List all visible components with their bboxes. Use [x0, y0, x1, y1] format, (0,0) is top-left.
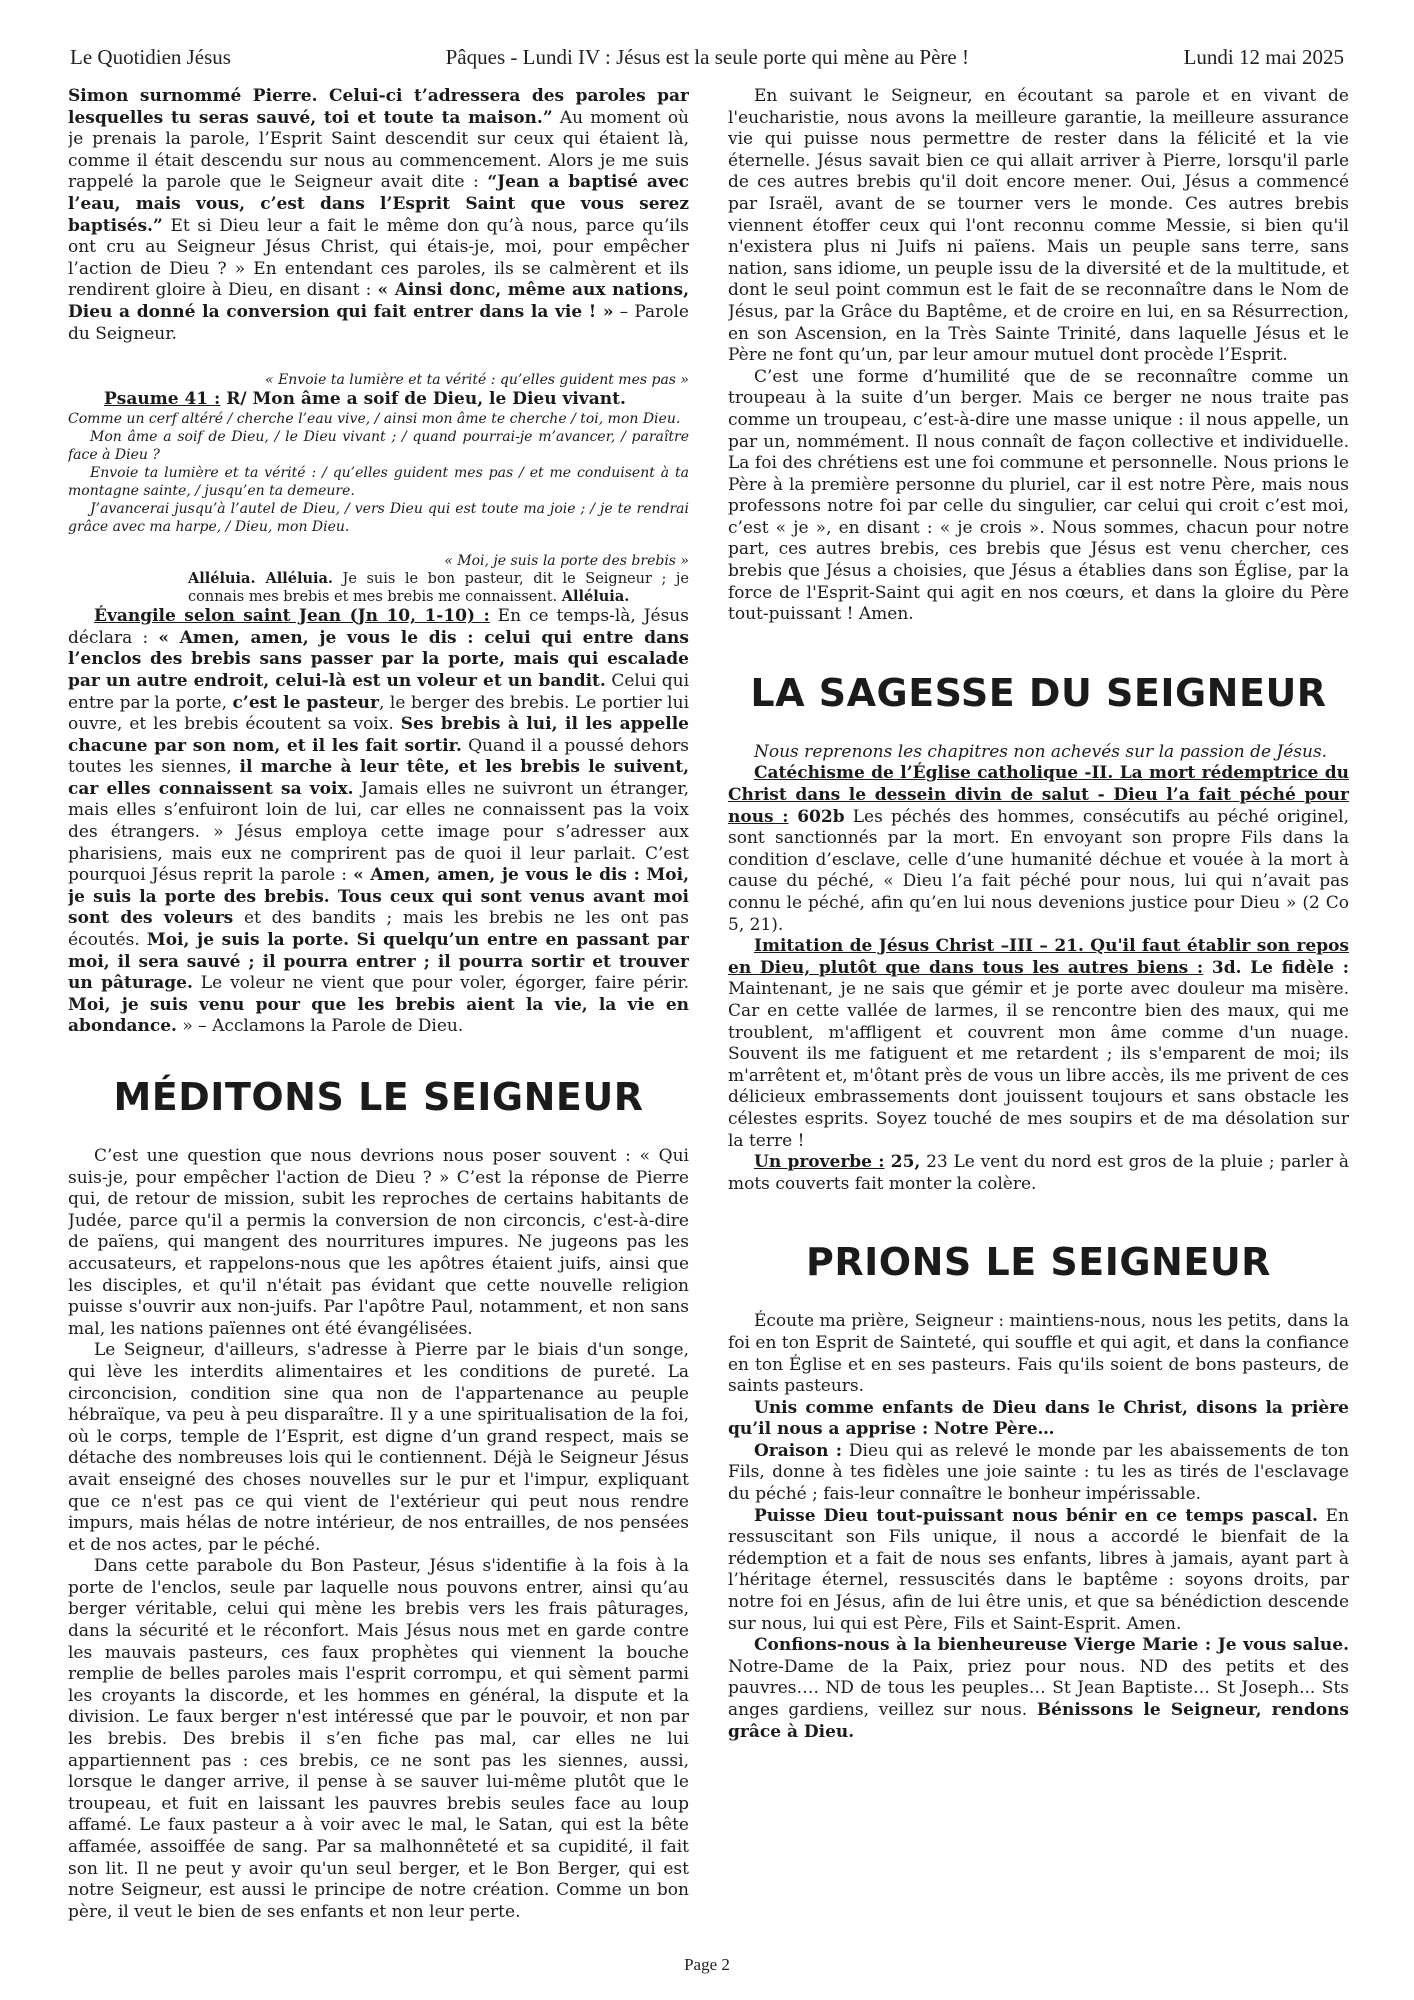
alleluia-refrain: « Moi, je suis la porte des brebis » [444, 553, 689, 570]
first-reading-continued [68, 86, 689, 345]
publication-name: Le Quotidien Jésus [70, 44, 231, 69]
catechism-text: Les péchés des hommes, consécutifs au péché originel, sont sanctionnés par la mort. En envoyant son propre Fils dans la condition d’esclave, celle d’une humanité déchue et vouée à la mort à cause du péché, « Dieu l’a fait péché pour nous, lui qui n’avait pas connu le péché, afin qu’en lui nous devenions justice pour Dieu » (2 Co 5, 21). [728, 806, 1349, 935]
alleluia-text: Je suis le bon pasteur, dit le Seigneur ; je connais mes brebis et mes brebis me connaissent. [188, 571, 689, 606]
catechism-number: 602b [788, 806, 845, 827]
gospel-span: et des bandits ; mais les brebis ne les ont pas écoutés. [68, 908, 689, 951]
page-number: Page 2 [684, 1955, 730, 1974]
prayer-bold: Confions-nous à la bienheureuse Vierge Marie : Je vous salue. [754, 1635, 1349, 1656]
psalm-refrain: « Envoie ta lumière et ta vérité : qu’elles guident mes pas » [265, 372, 689, 389]
prayer-paragraph: Écoute ma prière, Seigneur : maintiens-nous, nous les petits, dans la foi en ton Esprit de Sainteté, qui souffle et qui agit, et dans la confiance en ton Église et en ses pasteurs. Fais qu'ils soient de bons pasteurs, de saints pasteurs. [728, 1311, 1349, 1397]
gospel-span: c’est le pasteur [232, 692, 379, 713]
right-column [728, 86, 1349, 1924]
reading-quote: Simon surnommé Pierre. Celui-ci t’adressera des paroles par lesquelles tu seras sauvé, toi et toute ta maison.” [68, 86, 689, 128]
meditation-paragraph: Le Seigneur, d'ailleurs, s'adresse à Pierre par le biais d'un songe, qui lève les interdits alimentaires et les conditions de pureté. La circoncision, condition sine qua non de l'appartenance au peuple hébraïque, va peu à peu disparaître. Il y a une spiritualisation de la foi, où le corps, temple de l’Esprit, est digne d’un grand respect, mais se détache des nombreuses lois qui le contiennent. Déjà le Seigneur Jésus avait enseigné des choses nouvelles sur le pur et l'impur, expliquant que ce n'est pas ce qui vient de l'extérieur qui peut nous rendre impurs, mais hélas de notre intérieur, de nos entrailles, de nos pensées et de nos actes, par le péché. [68, 1340, 689, 1555]
imitation-paragraph [728, 936, 1349, 1152]
gospel-span: « Amen, amen, je vous le dis : celui qui entre dans l’enclos des brebis sans passer par la porte, mais qui escalade par un autre endroit, celui-là est un voleur et un bandit. [68, 627, 689, 691]
gospel-span: Moi, je suis la porte. Si quelqu’un entre en passant par moi, il sera sauvé ; il pourra entrer ; il pourra sortir et trouver un pâturage. [68, 930, 689, 994]
imitation-text: Maintenant, je ne sais que gémir et je porte avec douleur ma misère. Car en cette vallée de larmes, il se rencontre bien des maux, qui me troublent, m'affligent et couvrent mon âme comme d'un nuage. Souvent ils me fatiguent et me retardent ; ils s'emparent de moi; ils m'arrêtent et, m'ôtant près de vous un libre accès, ils me privent de ces délicieux embrassements dont jouissent toujours et sans obstacle les célestes esprits. Soyez touché de mes soupirs et de ma désolation sur la terre ! [728, 979, 1349, 1151]
prayer-paragraph [728, 1506, 1349, 1636]
publication-date: Lundi 12 mai 2025 [1183, 44, 1344, 69]
proverb-text: 23 Le vent du nord est gros de la pluie ; parler à mots couverts fait monter la colère. [728, 1152, 1349, 1194]
psalm-verse: J’avancerai jusqu’à l’autel de Dieu, / vers Dieu qui est toute ma joie ; / je te rendrai grâce avec ma harpe, / Dieu, mon Dieu. [68, 501, 689, 536]
proverb-number: 25, [884, 1152, 921, 1173]
gospel-span: » – Acclamons la Parole de Dieu. [176, 1016, 464, 1037]
sagesse-intro: Nous reprenons les chapitres non achevés sur la passion de Jésus. [754, 741, 1328, 762]
gospel-span: Jamais elles ne suivront un étranger, mais elles s’enfuiront loin de lui, car elles ne connaissent pas la voix des étrangers. » Jésus employa cette image pour s’adresser aux pharisiens, mais eux ne comprirent pas de quoi il leur parlait. C’est pourquoi Jésus reprit la parole : [68, 778, 689, 886]
psalm-verse: Comme un cerf altéré / cherche l’eau vive, / ainsi mon âme te cherche / toi, mon Dieu. [68, 411, 681, 428]
prayer-paragraph [728, 1635, 1349, 1743]
proverb-title: Un proverbe : [754, 1152, 885, 1173]
prayer-paragraph: Unis comme enfants de Dieu dans le Christ, disons la prière qu’il nous a apprise : Notre Père… [728, 1397, 1349, 1440]
prayer-bold: Oraison : [754, 1440, 843, 1461]
psalm-label: Psaume 41 : [104, 389, 221, 410]
catechism-title: Catéchisme de l’Église catholique -II. La mort rédemptrice du Christ dans le dessein divin de salut - Dieu l’a fait péché pour nous : [728, 763, 1349, 827]
meditation-paragraph: Dans cette parabole du Bon Pasteur, Jésus s'identifie à la fois à la porte de l'enclos, seule par laquelle nous pouvons entrer, ainsi qu’au berger véritable, celui qui mène les brebis vers les frais pâturages, dans la sécurité et le réconfort. Mais Jésus nous met en garde contre les mauvais pasteurs, ces faux prophètes qui viennent la bouche remplie de belles paroles mais l'esprit corrompu, et qui sèment parmi les croyants la discorde, et les hommes en général, la dispute et la division. Le faux berger n'est intéressé que par le pouvoir, et non par les brebis. Des brebis il s’en fiche pas mal, car elles ne lui appartiennent pas : ces brebis, ce ne sont pas les siennes, aussi, lorsque le danger arrive, il pense à se sauver lui-même plutôt que le troupeau, et fuit en laissant les pauvres brebis seules face au loup affamé. Le faux pasteur a à voir avec le mal, le Satan, qui est la bête affamée, assoiffée de sang. Par sa malhonnêteté et sa cupidité, il fait son lit. Il ne peut y avoir qu'un seul berger, et le Bon Berger, qui est notre Seigneur, est aussi le principe de notre création. Comme un bon père, il veut le bien de ses enfants et non leur perte. [68, 1556, 689, 1922]
reading-quote: “Jean a baptisé avec l’eau, mais vous, c’est dans l’Esprit Saint que vous serez baptisés.” [68, 172, 689, 236]
psalm-response: R/ Mon âme a soif de Dieu, le Dieu vivant. [220, 389, 626, 410]
prayer-bold: Bénissons le Seigneur, rendons grâce à Dieu. [728, 1700, 1349, 1742]
imitation-title: Imitation de Jésus Christ –III – 21. Qu'il faut établir son repos en Dieu, plutôt que dans tous les autres biens : [728, 936, 1349, 978]
page-subtitle: Pâques - Lundi IV : Jésus est la seule porte qui mène au Père ! [445, 44, 969, 69]
page-header [70, 40, 1344, 74]
alleluia-bold: Alléluia. [561, 588, 630, 606]
reading-text: Et si Dieu leur a fait le même don qu’à nous, parce qu’ils ont cru au Seigneur Jésus Christ, qui étais-je, moi, pour empêcher l’action de Dieu ? » En entendant ces paroles, ils se calmèrent et ils rendirent gloire à Dieu, en disant : [68, 215, 689, 301]
alleluia-bold: Alléluia. Alléluia. [188, 570, 333, 588]
gospel-span: il marche à leur tête, et les brebis le suivent, car elles connaissent sa voix. [68, 757, 689, 799]
reading-text: Au moment où je prenais la parole, l’Esprit Saint descendit sur ceux qui étaient là, comme il était descendu sur nous au commencement. Alors je me suis rappelé la parole que le Seigneur avait dite : [68, 107, 689, 193]
left-column [68, 86, 689, 1924]
gospel-span: En ce temps-là, Jésus déclara : [68, 606, 689, 648]
alleluia-verse [188, 570, 689, 606]
gospel-title: Évangile selon saint Jean (Jn 10, 1-10) : [94, 606, 490, 627]
prayer-text: Notre-Dame de la Paix, priez pour nous. ND des petits et des pauvres…. ND de tous les peuples… St Jean Baptiste… St Joseph... Sts anges gardiens, veillez sur nous. [728, 1656, 1349, 1720]
gospel-span: Quand il a poussé dehors toutes les siennes, [68, 735, 689, 778]
prions-heading: PRIONS LE SEIGNEUR [806, 1240, 1271, 1285]
psalm-title [104, 389, 689, 410]
gospel-span: Ses brebis à lui, il les appelle chacune par son nom, et il les fait sortir. [68, 714, 689, 756]
meditons-heading: MÉDITONS LE SEIGNEUR [113, 1075, 644, 1119]
imitation-number: 3d. Le fidèle : [1203, 957, 1349, 978]
proverb-paragraph [728, 1152, 1349, 1195]
gospel-span: , le berger des brebis. Le portier lui ouvre, et les brebis écoutent sa voix. [68, 692, 689, 735]
gospel-span: « Amen, amen, je vous le dis : Moi, je suis la porte des brebis. Tous ceux qui sont venus avant moi sont des voleurs [68, 865, 689, 929]
prayer-text: Dieu qui as relevé le monde par les abaissements de ton Fils, donne à tes fidèles une joie sainte : tu les as tirés de l'esclavage du péché ; fais-leur connaître le bonheur impérissable. [728, 1440, 1349, 1505]
gospel-span: Le voleur ne vient que pour voler, égorger, faire périr. [192, 973, 689, 994]
gospel-text [68, 606, 689, 1038]
reading-quote: « Ainsi donc, même aux nations, Dieu a donné la conversion qui fait entrer dans la vie ! » [68, 280, 689, 322]
prayer-text: En ressuscitant son Fils unique, il nous a accordé le bienfait de la rédemption et a fait de nous ses enfants, libres à jamais, ayant part à l’héritage éternel, ressuscités dans le baptême : soyons droits, par notre foi en Jésus, afin de lui être unis, et que sa bénédiction descende sur nous, lui qui est Père, Fils et Saint-Esprit. Amen. [728, 1505, 1349, 1634]
prayer-bold: Puisse Dieu tout-puissant nous bénir en ce temps pascal. [754, 1505, 1318, 1526]
psalm-verse: Envoie ta lumière et ta vérité : / qu’elles guident mes pas / et me conduisent à ta montagne sainte, / jusqu’en ta demeure. [68, 465, 689, 500]
meditation-paragraph: En suivant le Seigneur, en écoutant sa parole et en vivant de l'eucharistie, nous avons la meilleure garantie, la meilleure assurance vie qui puisse nous permettre de rester dans la félicité et la vie éternelle. Jésus savait bien ce qui allait arriver à Pierre, lorsqu'il parle de ces autres brebis qu'il doit encore mener. Oui, Jésus a commencé par Israël, avant de se tourner vers le monde. Ces autres brebis viennent étoffer ceux qui l'ont reconnu comme Messie, si bien qu'il n'existera plus ni Juifs ni païens. Mais un peuple sans terre, sans nation, sans idiome, un peuple issu de la diversité et de la multitude, et dont le seul point commun est le fait de se reconnaître dans le Nom de Jésus, par la Grâce du Baptême, et de croire en lui, en sa Résurrection, en son Ascension, en la Très Sainte Trinité, dans laquelle Jésus et le Père ne font qu’un, par leur amour mutuel dont procède l’Esprit. [728, 86, 1349, 366]
psalm-verse: Mon âme a soif de Dieu, / le Dieu vivant ; / quand pourrai-je m’avancer, / paraître face à Dieu ? [68, 429, 689, 464]
catechism-paragraph [728, 763, 1349, 936]
reading-text: – Parole du Seigneur. [68, 301, 689, 344]
prayer-paragraph [728, 1441, 1349, 1506]
meditation-paragraph: C’est une forme d’humilité que de se reconnaître comme un troupeau à la suite d’un berger. Mais ce berger ne nous traite pas comme un troupeau, c’est-à-dire une masse unique : il nous appelle, un par un, nommément. Il nous connaît de façon collective et individuelle. La foi des chrétiens est une foi commune et personnelle. Nous prions le Père à la première personne du pluriel, car il est notre Père, mais nous professons notre foi par celle du singulier, car celui qui croit c’est moi, c’est « je », en disant : « je crois ». Nous sommes, chacun pour notre part, ces autres brebis, ces brebis que Jésus est venu chercher, ces brebis que Jésus a choisies, que Jésus a établies dans son Église, par la force de l'Esprit-Saint qui agit en nos cœurs, et dans la gloire du Père tout-puissant ! Amen. [728, 366, 1349, 625]
gospel-span: Moi, je suis venu pour que les brebis aient la vie, la vie en abondance. [68, 994, 689, 1037]
sagesse-heading: LA SAGESSE DU SEIGNEUR [750, 670, 1327, 715]
meditation-paragraph: C’est une question que nous devrions nous poser souvent : « Qui suis-je, pour empêcher l'action de Dieu ? » C’est la réponse de Pierre qui, de retour de mission, subit les reproches de certains habitants de Judée, parce qu'il a permis la conversion de non circoncis, c'est-à-dire de païens, qui mangent des nourritures impures. Ne jugeons pas les accusateurs, et rappelons-nous que les apôtres étaient juifs, ainsi que les disciples, et qu'il n'était pas évidant que cette nouvelle religion puisse s'ouvrir aux non-juifs. Par l'apôtre Paul, notamment, et non sans mal, les nations païennes ont été évangélisées. [68, 1146, 689, 1339]
gospel-span: Celui qui entre par la porte, [68, 670, 689, 713]
